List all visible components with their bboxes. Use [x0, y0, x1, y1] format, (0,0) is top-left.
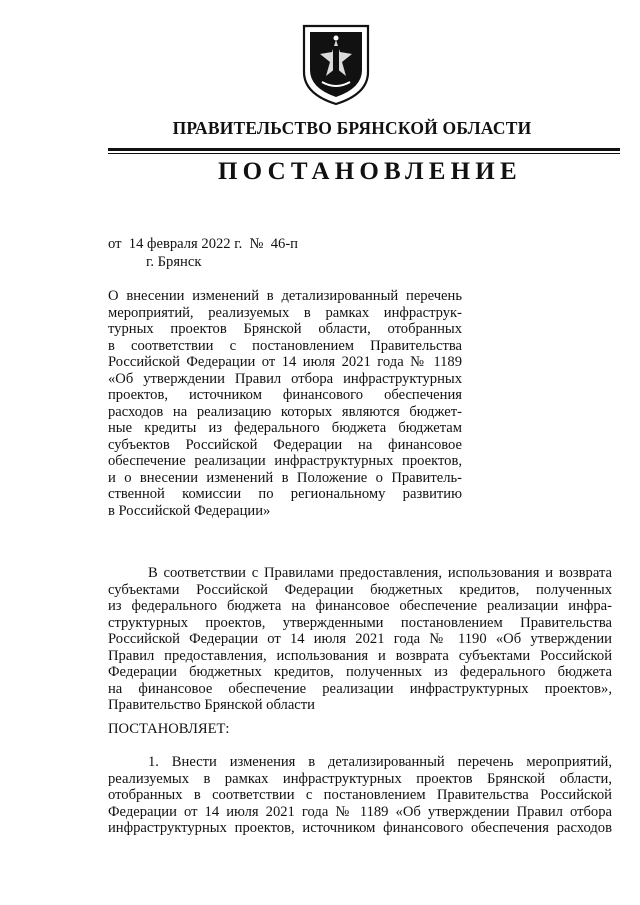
- paragraph-line: структурных проектов, утвержденными постановлением Правительства: [108, 614, 612, 631]
- subject-line: обеспечение реализации инфраструктурных проектов,: [108, 453, 462, 469]
- paragraph-line: Правил предоставления, использования и возврата субъектами Российской: [108, 647, 612, 664]
- coat-of-arms-icon: [300, 20, 372, 106]
- subject-line: турных проектов Брянской области, отобранных: [108, 321, 462, 337]
- paragraph-line: Федерации бюджетных кредитов, полученных из федерального бюджета: [108, 664, 612, 680]
- subject-line: ственной комиссии по региональному развитию: [108, 486, 462, 502]
- header-rule-thin: [108, 153, 620, 154]
- subject-line: Российской Федерации от 14 июля 2021 года № 1189: [108, 354, 462, 370]
- header-rule-thick: [108, 148, 620, 151]
- item-1-paragraph: [108, 754, 612, 837]
- subject-line: «Об утверждении Правил отбора инфраструктурных: [108, 370, 462, 387]
- subject-line: субъектов Российской Федерации на финансовое: [108, 436, 462, 453]
- paragraph-line: Правительство Брянской области: [108, 697, 315, 713]
- subject-line: проектов, источником финансового обеспечения: [108, 387, 462, 403]
- date-number-line: от 14 февраля 2022 г. № 46-п: [108, 236, 298, 252]
- paragraph-line: 1. Внести изменения в детализированный перечень мероприятий,: [148, 754, 612, 770]
- subject-line: в соответствии с постановлением Правительства: [108, 337, 462, 354]
- paragraph-line: из федерального бюджета на финансовое обеспечение реализации инфра-: [108, 598, 612, 614]
- subject-line: О внесении изменений в детализированный перечень: [108, 288, 462, 304]
- paragraph-line: Российской Федерации от 14 июля 2021 года № 1190 «Об утверждении: [108, 631, 612, 647]
- subject-line: в Российской Федерации»: [108, 502, 271, 519]
- paragraph-line: субъектами Российской Федерации бюджетных кредитов, полученных: [108, 581, 612, 598]
- paragraph-line: отобранных в соответствии с постановлением Правительства Российской: [108, 787, 612, 803]
- paragraph-line: инфраструктурных проектов, источником финансового обеспечения расходов: [108, 820, 612, 836]
- subject-line: расходов на реализацию которых являются бюджет-: [108, 403, 462, 420]
- city: г. Брянск: [146, 254, 202, 270]
- paragraph-line: на финансовое обеспечение реализации инфраструктурных проектов»,: [108, 680, 612, 697]
- paragraph-line: В соответствии с Правилами предоставления, использования и возврата: [148, 565, 612, 581]
- subject-line: ные кредиты из федерального бюджета бюджетам: [108, 420, 462, 436]
- paragraph-line: Федерации от 14 июля 2021 года № 1189 «Об утверждении Правил отбора: [108, 803, 612, 820]
- subject-line: и о внесении изменений в Положение о Правитель-: [108, 469, 462, 486]
- paragraph-line: реализуемых в рамках инфраструктурных проектов Брянской области,: [108, 770, 612, 787]
- document-type: ПОСТАНОВЛЕНИЕ: [218, 158, 522, 185]
- subject-line: мероприятий, реализуемых в рамках инфраструк-: [108, 304, 462, 321]
- decree-word: ПОСТАНОВЛЯЕТ:: [108, 721, 230, 737]
- preamble-paragraph: [108, 565, 612, 714]
- government-title: ПРАВИТЕЛЬСТВО БРЯНСКОЙ ОБЛАСТИ: [172, 118, 532, 138]
- subject-block: [108, 288, 462, 519]
